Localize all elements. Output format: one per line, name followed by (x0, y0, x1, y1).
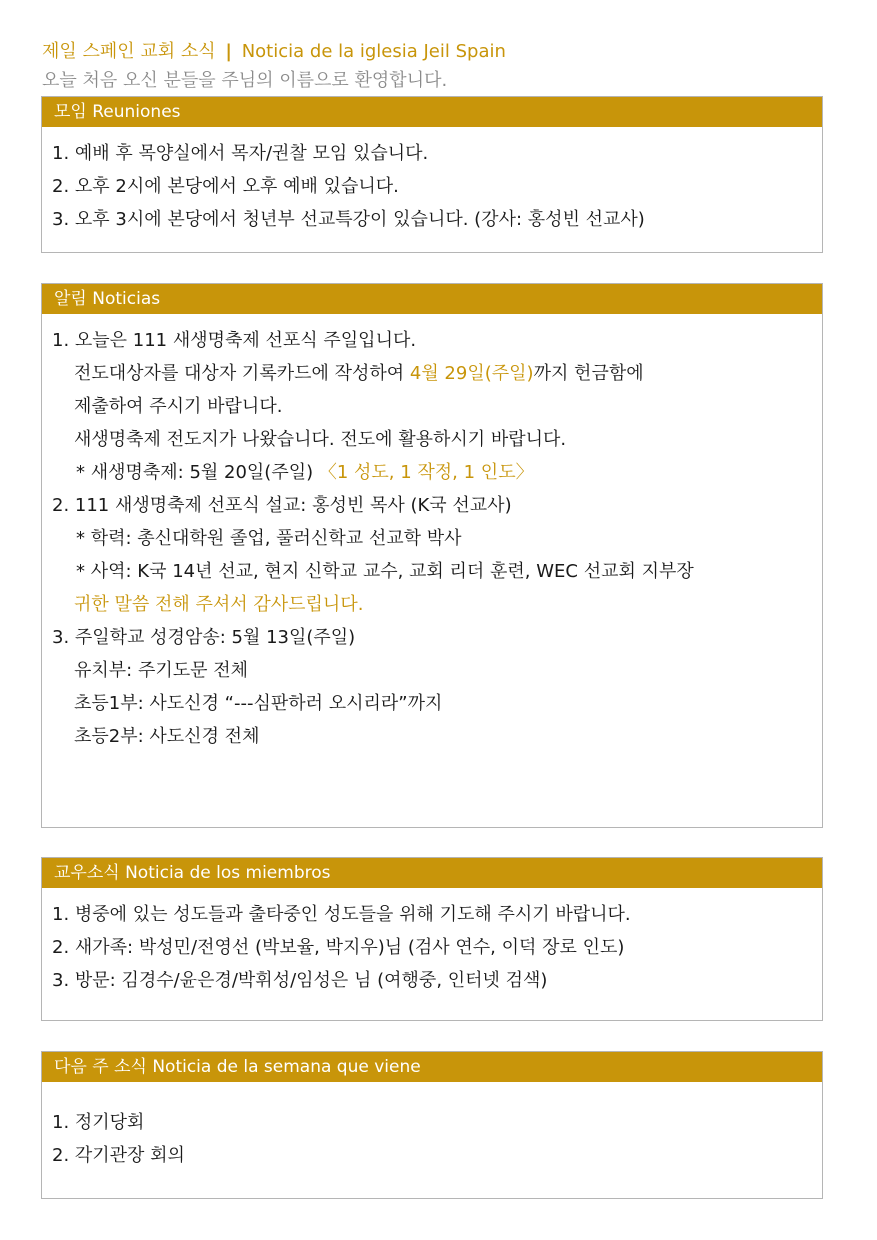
noticias-section (41, 283, 823, 828)
detail-text: * 새생명축제: 5월 20일(주일) (76, 462, 319, 483)
deadline-date: 4월 29일(주일) (409, 363, 534, 384)
detail-text: 전도대상자를 대상자 기록카드에 작성하여 (74, 363, 410, 384)
list-item: 3. 주일학교 성경암송: 5월 13일(주일) (52, 627, 356, 648)
welcome-text: 오늘 처음 오신 분들을 주님의 이름으로 환영합니다. (42, 70, 448, 91)
list-item: 2. 각기관장 회의 (52, 1145, 185, 1166)
list-item-detail: * 학력: 총신대학원 졸업, 풀러신학교 선교학 박사 (76, 528, 462, 549)
list-item: 1. 정기당회 (52, 1112, 145, 1133)
reuniones-section (41, 96, 823, 253)
title-korean: 제일 스페인 교회 소식 (42, 41, 216, 62)
list-item-detail: 초등2부: 사도신경 전체 (74, 726, 260, 747)
list-item-detail: 제출하여 주시기 바랍니다. (74, 396, 283, 417)
list-item-detail: * 사역: K국 14년 선교, 현지 신학교 교수, 교회 리더 훈련, WEC 선교회 지부장 (76, 561, 694, 582)
thanks-text: 귀한 말씀 전해 주셔서 감사드립니다. (74, 594, 364, 615)
noticias-header: 알림 Noticias (42, 284, 822, 314)
miembros-header: 교우소식 Noticia de los miembros (42, 858, 822, 888)
page-title (42, 37, 506, 63)
list-item-detail: 유치부: 주기도문 전체 (74, 660, 248, 681)
festival-motto: 〈1 성도, 1 작정, 1 인도〉 (318, 462, 534, 483)
detail-text: 까지 헌금함에 (533, 363, 644, 384)
title-separator: | (225, 41, 232, 62)
list-item-detail (52, 456, 822, 489)
list-item-detail: 초등1부: 사도신경 “---심판하러 오시리라”까지 (74, 693, 443, 714)
title-spanish: Noticia de la iglesia Jeil Spain (241, 41, 506, 62)
list-item: 3. 오후 3시에 본당에서 청년부 선교특강이 있습니다. (강사: 홍성빈 선교사) (52, 209, 645, 230)
semana-section (41, 1051, 823, 1199)
list-item: 2. 오후 2시에 본당에서 오후 예배 있습니다. (52, 176, 399, 197)
list-item: 1. 병중에 있는 성도들과 출타중인 성도들을 위해 기도해 주시기 바랍니다. (52, 904, 631, 925)
list-item-detail: 새생명축제 전도지가 나왔습니다. 전도에 활용하시기 바랍니다. (74, 429, 567, 450)
miembros-section (41, 857, 823, 1021)
list-item: 3. 방문: 김경수/윤은경/박휘성/임성은 님 (여행중, 인터넷 검색) (52, 970, 548, 991)
list-item-detail (52, 357, 822, 390)
list-item: 2. 111 새생명축제 선포식 설교: 홍성빈 목사 (K국 선교사) (52, 495, 512, 516)
list-item: 1. 오늘은 111 새생명축제 선포식 주일입니다. (52, 330, 417, 351)
list-item: 2. 새가족: 박성민/전영선 (박보율, 박지우)님 (검사 연수, 이덕 장로 인도) (52, 937, 625, 958)
list-item: 1. 예배 후 목양실에서 목자/권찰 모임 있습니다. (52, 143, 429, 164)
reuniones-header: 모임 Reuniones (42, 97, 822, 127)
semana-header: 다음 주 소식 Noticia de la semana que viene (42, 1052, 822, 1082)
